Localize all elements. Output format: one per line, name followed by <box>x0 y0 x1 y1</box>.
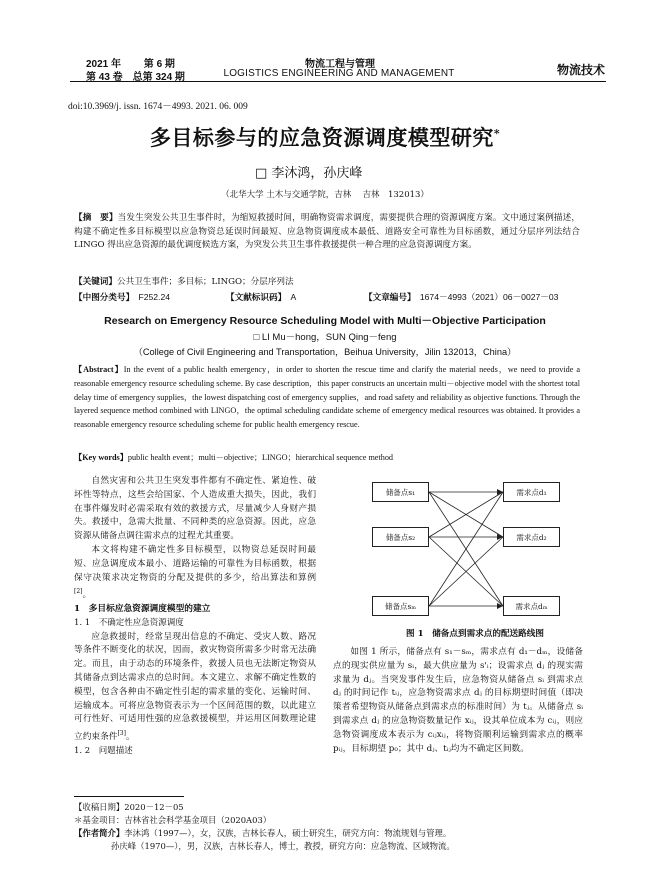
body-right-column <box>333 646 583 756</box>
subsection-heading: 1. 2 问题描述 <box>74 745 133 756</box>
demand-node: 需求点dₘ <box>503 596 560 616</box>
abstract-en: 【Abstract】In the event of a public health emergency，in order to shorten the rescue time and clarify the material needs，we need to provide a reasonable emergency resource scheduling scheme. By case description，this paper constructs an uncertain multi－objective model with the shortest total delay time of emergency supplies，the lowest dispatching cost of emergency supplies，and road safety and reliability as objective functions. Through the layered sequence method combined with LINGO，the optimal scheduling candidate scheme of emergency medical resources was obtained. It provides a reasonable emergency resource scheduling scheme for public health emergency rescue. <box>74 365 580 430</box>
affiliation-en: （College of Civil Engineering and Transportation，Beihua University，Jilin 132013，China） <box>133 347 517 357</box>
journal-name-cn: 物流工程与管理 <box>305 59 375 70</box>
affiliation-cn: （北华大学 土木与交通学院，吉林 吉林 132013） <box>221 190 429 200</box>
authors-cn: □ 李沐鸿，孙庆峰 <box>255 166 363 181</box>
clc-code: 【中图分类号】 F252.24 <box>74 292 171 303</box>
subsection-heading: 1. 1 不确定性应急资源调度 <box>74 617 184 628</box>
fund-note: ＊基金项目：吉林省社会科学基金项目（2020A03） <box>74 815 272 825</box>
section-heading: 1 多目标应急资源调度模型的建立 <box>74 604 211 615</box>
header-rule <box>70 81 606 82</box>
section-label: 物流技术 <box>556 63 605 77</box>
footnote-rule <box>74 796 184 797</box>
keywords-en: 【Key words】public health event；multi－objective；LINGO；hierarchical sequence method <box>74 453 394 462</box>
body-paragraph: 自然灾害和公共卫生突发事件都有不确定性、紧迫性、破坏性等特点，这些会给国家、个人造成重大损失，因此，我们在事件爆发时必需采取有效的救援方式，尽量减少人身财产损失。救援中，急需大批量、不同种类的应急资源。因此，应急资源从储备点调往需求点的过程尤其重要。 <box>74 476 316 542</box>
footnotes <box>74 801 584 853</box>
authors-en: □ LI Mu－hong，SUN Qing－feng <box>253 332 397 343</box>
body-left-column <box>74 475 316 759</box>
article-number: 【文章编号】 1674－4993（2021）06－0027－03 <box>364 292 559 303</box>
issue-info: 2021 年 第 6 期 <box>86 59 175 70</box>
title-en: Research on Emergency Resource Scheduling Model with Multi－Objective Participation <box>104 315 546 327</box>
body-paragraph: 如图 1 所示，储备点有 s₁－sₘ，需求点有 d₁－dₘ，设储备点的现实供应量为 sᵢ，最大供应量为 s'ᵢ；设需求点 dⱼ 的现实需求量为 dⱼ。当突发事件发生后，应急物资从储备点 sᵢ 到需求点 dⱼ 的时间记作 tᵢⱼ，应急物资需求点 dⱼ 的目标期望时间值（即决策者希望物资从储备点到需求点的标准时间）为 tⱼ。从储备点 sᵢ 到需求点 dⱼ 的应急物资数量记作 xᵢⱼ，设其单位成本为 cᵢⱼ，则应急物资调度成本表示为 cᵢⱼxᵢⱼ，将物资顺利运输到需求点的概率 pᵢⱼ，目标期望 p₀；其中 dⱼ、tᵢⱼ均为不确定区间数。 <box>333 647 583 754</box>
supply-node: 储备点s₂ <box>372 527 429 547</box>
body-paragraph: 应急救援时，经常呈现出信息的不确定、受灾人数、路况等条件不断变化的状况，因而，救灾物资所需多少时常无法确定。而且，由于动态的环境条件，救援人员也无法断定物资从其储备点到达需求点的总时间。本文建立、求解不确定性数的模型，包含各种由不确定性引起的需求量的变化、运输时间、运输成本。可将应急物资表示为一个区间范围的数，以此建立可行性好、可适用性强的应急救援模型，并运用区间数理论建立约束条件[3]。 <box>74 631 316 743</box>
doi: doi:10.3969/j. issn. 1674－4993. 2021. 06. 009 <box>68 102 248 112</box>
body-paragraph: 本文将构建不确定性多目标模型，以物资总延误时间最短、应急调度成本最小、道路运输的可靠性为目标函数，根据保守决策求决定物资的分配及提供的多少，给出算法和算例[2]。 <box>74 544 316 601</box>
page-title: 多目标参与的应急资源调度模型研究* <box>149 125 501 150</box>
abstract-cn: 【摘 要】当发生突发公共卫生事件时，为缩短救援时间，明确物资需求调度，需要提供合理的资源调度方案。文中通过案例描述，构建不确定性多目标模型以应急物资总延误时间最短、应急物资调度成本最低、道路安全可靠性为目标函数，通过分层序列法结合 LINGO 得出应急资源的最优调度候选方案，为突发公共卫生事件救援提供一种合理的应急资源调度方案。 <box>74 213 580 251</box>
figure-caption: 图 1 储备点到需求点的配送路线图 <box>406 629 544 639</box>
author-bio: 孙庆峰（1970—），男，汉族，吉林长春人，博士，教授，研究方向：应急物流、区域物流。 <box>111 841 455 851</box>
volume-info: 第 43 卷 总第 324 期 <box>86 72 185 83</box>
keywords-cn: 【关键词】公共卫生事件；多目标；LINGO；分层序列法 <box>74 277 294 287</box>
doc-code: 【文献标识码】 A <box>226 292 297 303</box>
author-bio: 【作者简介】李沐鸿（1997—），女，汉族，吉林长春人，硕士研究生，研究方向：物流规划与管理。 <box>74 828 452 838</box>
distribution-route-figure <box>372 478 578 628</box>
supply-node: 储备点sₘ <box>372 596 429 616</box>
received-date: 【收稿日期】2020－12－05 <box>74 802 184 812</box>
supply-node: 储备点s₁ <box>372 482 429 502</box>
demand-node: 需求点d₂ <box>503 527 560 547</box>
demand-node: 需求点d₁ <box>503 482 560 502</box>
journal-name-en: LOGISTICS ENGINEERING AND MANAGEMENT <box>223 68 455 79</box>
